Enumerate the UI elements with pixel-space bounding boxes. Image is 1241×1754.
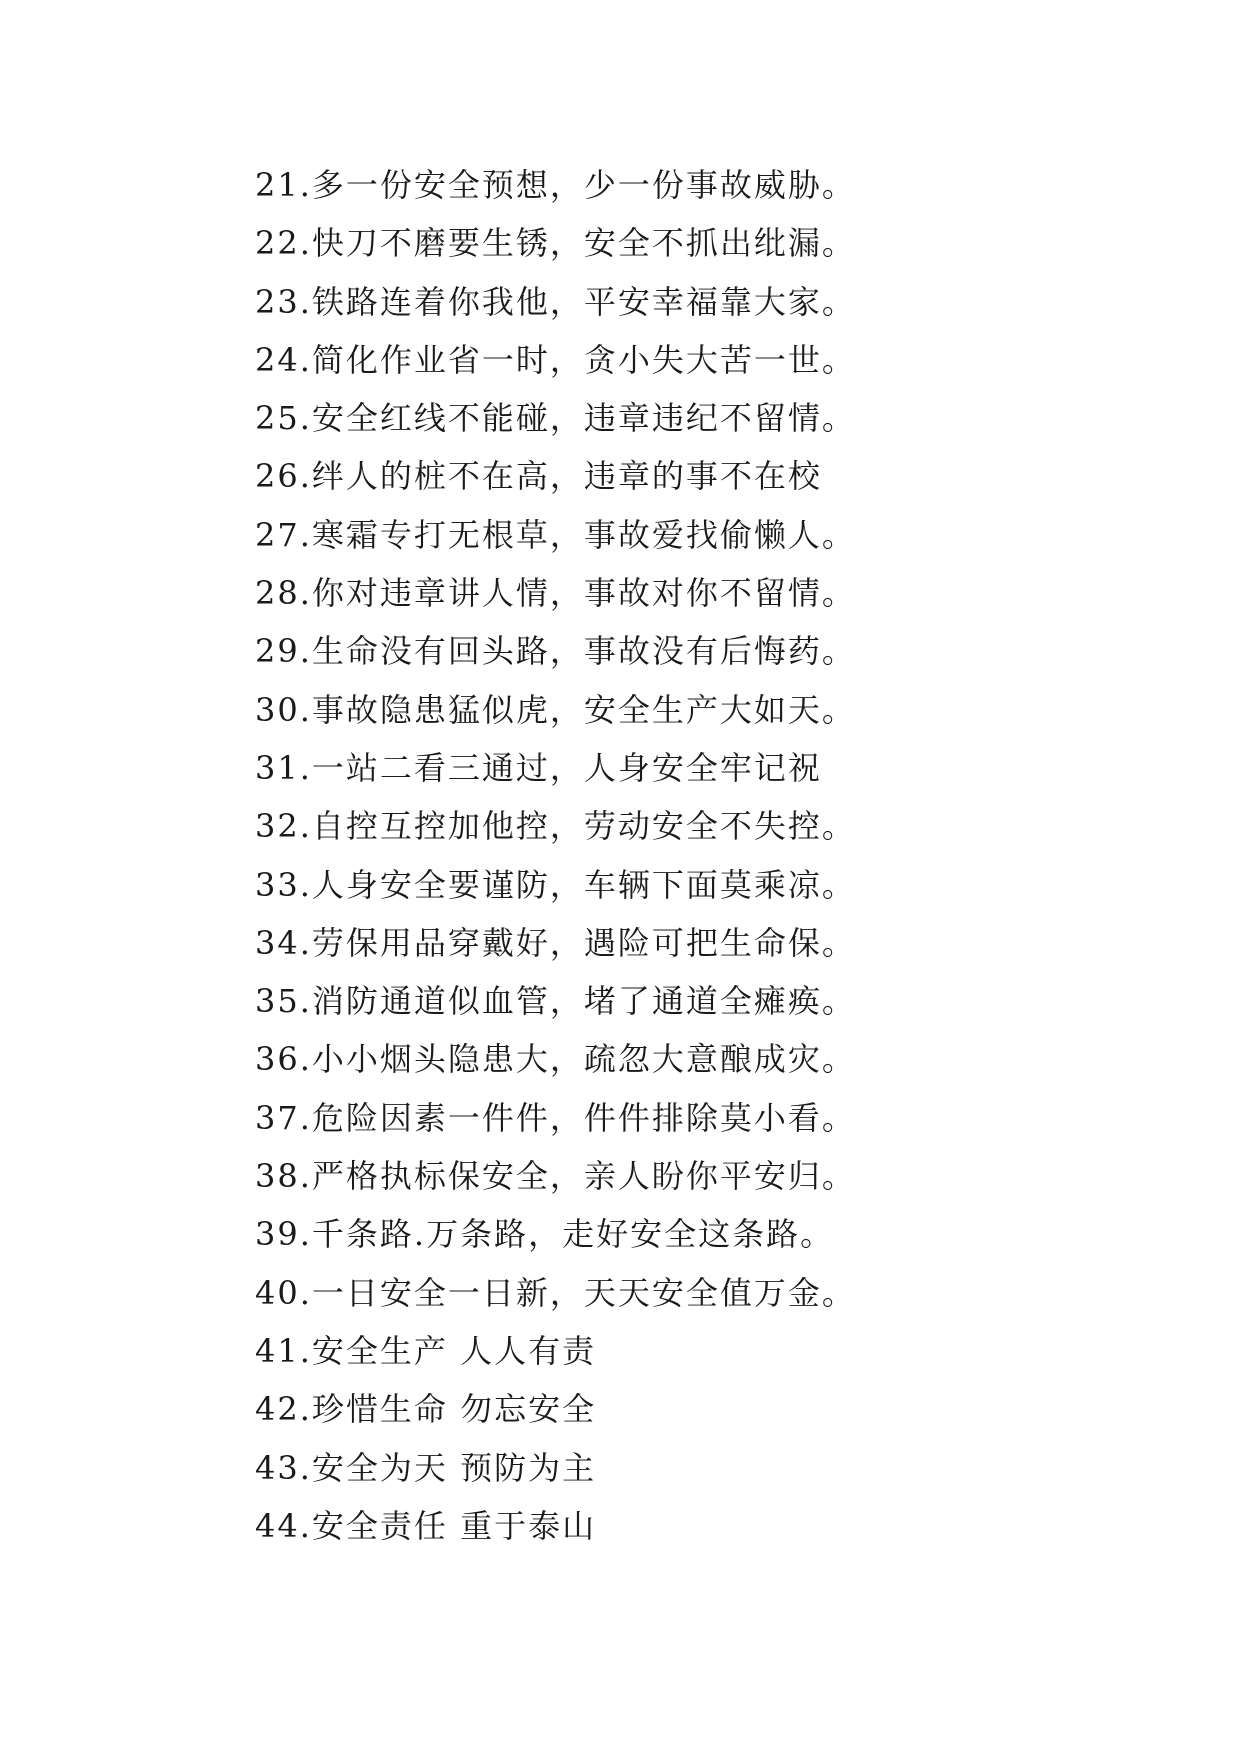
list-item: 28.你对违章讲人情，事故对你不留情。 [255, 574, 856, 613]
list-item: 41.安全生产 人人有责 [255, 1331, 597, 1370]
list-item: 31.一站二看三通过，人身安全牢记祝 [255, 748, 822, 787]
list-item: 32.自控互控加他控，劳动安全不失控。 [255, 807, 856, 846]
list-item: 22.快刀不磨要生锈，安全不抓出纰漏。 [255, 224, 856, 263]
list-item: 23.铁路连着你我他，平安幸福靠大家。 [255, 282, 856, 321]
list-item: 38.严格执标保安全，亲人盼你平安归。 [255, 1157, 856, 1196]
list-item: 25.安全红线不能碰，违章违纪不留情。 [255, 399, 856, 438]
list-item: 30.事故隐患猛似虎，安全生产大如天。 [255, 690, 856, 729]
list-item: 37.危险因素一件件，件件排除莫小看。 [255, 1098, 856, 1137]
list-item: 24.简化作业省一时，贪小失大苦一世。 [255, 340, 856, 379]
list-item: 43.安全为天 预防为主 [255, 1448, 597, 1487]
list-item: 33.人身安全要谨防，车辆下面莫乘凉。 [255, 865, 856, 904]
list-item: 42.珍惜生命 勿忘安全 [255, 1390, 597, 1429]
list-item: 26.绊人的桩不在高，违章的事不在校 [255, 457, 822, 496]
list-item: 35.消防通道似血管，堵了通道全瘫痪。 [255, 982, 856, 1021]
list-item: 27.寒霜专打无根草，事故爱找偷懒人。 [255, 515, 856, 554]
list-item: 44.安全责任 重于泰山 [255, 1506, 597, 1545]
slogan-list [255, 156, 1155, 1555]
list-item: 21.多一份安全预想，少一份事故威胁。 [255, 166, 856, 204]
list-item: 29.生命没有回头路，事故没有后悔药。 [255, 632, 856, 671]
list-item: 34.劳保用品穿戴好，遇险可把生命保。 [255, 923, 856, 962]
list-item: 39.千条路.万条路，走好安全这条路。 [255, 1215, 835, 1254]
list-item: 40.一日安全一日新，天天安全值万金。 [255, 1273, 856, 1312]
list-item: 36.小小烟头隐患大，疏忽大意酿成灾。 [255, 1040, 856, 1079]
